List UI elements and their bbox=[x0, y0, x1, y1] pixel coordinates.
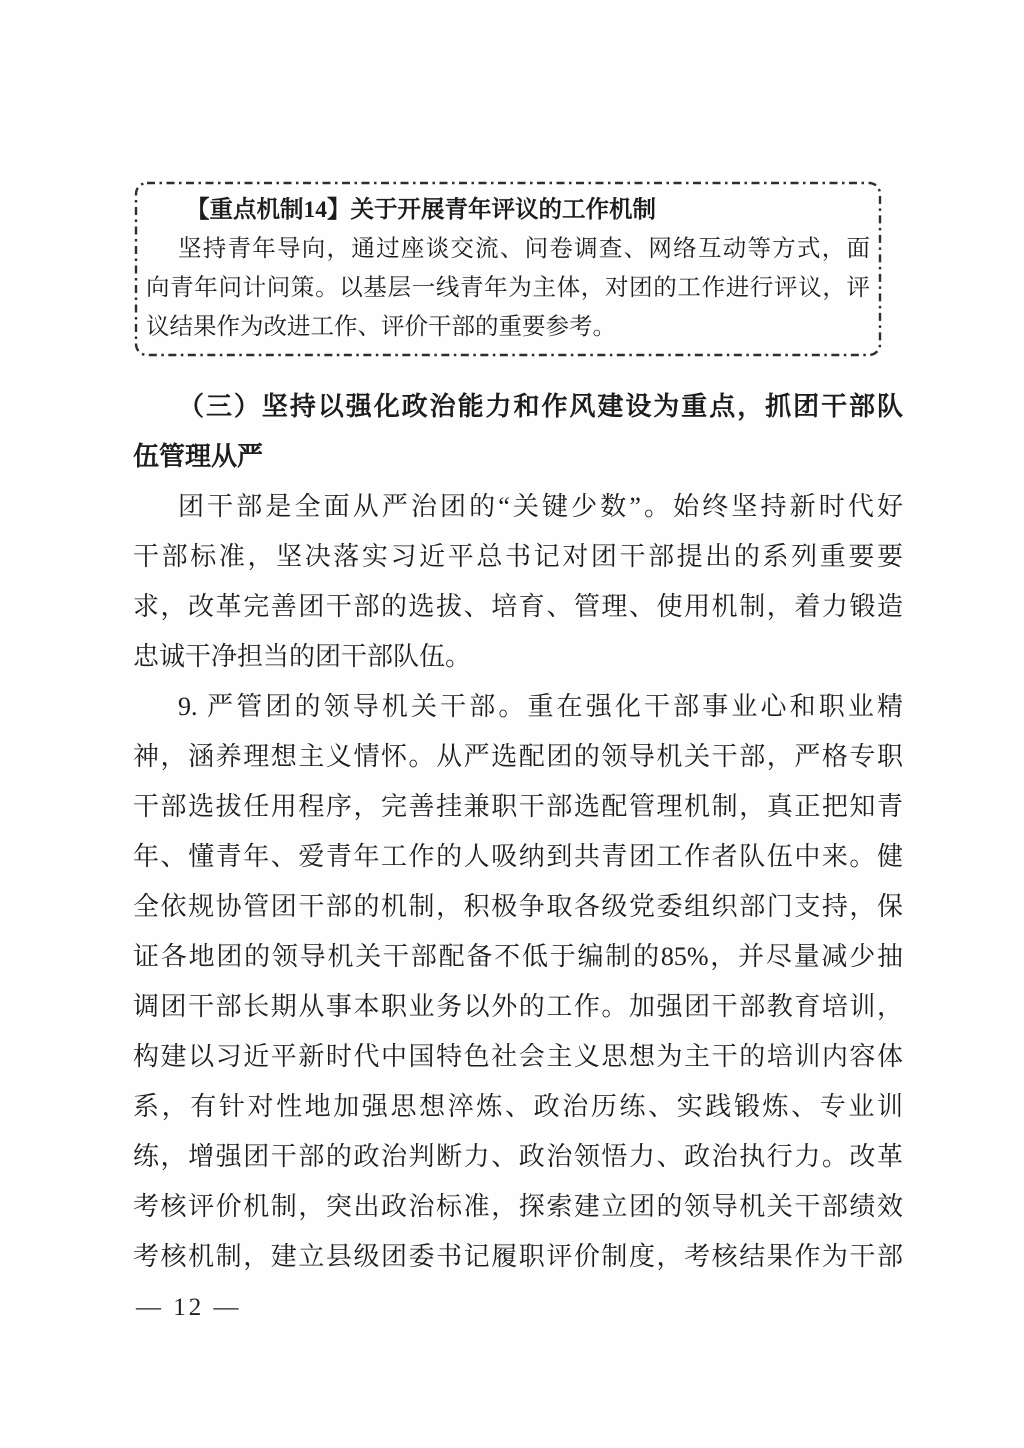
text-line: 考核机制，建立县级团委书记履职评价制度，考核结果作为干部 bbox=[133, 1242, 903, 1271]
text-line: 9. 严管团的领导机关干部。重在强化干部事业心和职业精 bbox=[178, 692, 903, 721]
text-line: 考核评价机制，突出政治标准，探索建立团的领导机关干部绩效 bbox=[133, 1192, 903, 1221]
text-line: 团干部是全面从严治团的“关键少数”。始终坚持新时代好 bbox=[178, 492, 903, 521]
text-line: 坚持青年导向，通过座谈交流、问卷调查、网络互动等方式，面 bbox=[178, 236, 870, 262]
text-line: 议结果作为改进工作、评价干部的重要参考。 bbox=[146, 314, 616, 340]
body-text bbox=[133, 382, 903, 1282]
text-line: 年、懂青年、爱青年工作的人吸纳到共青团工作者队伍中来。健 bbox=[133, 842, 903, 871]
text-line: 伍管理从严 bbox=[133, 442, 264, 471]
text-line: 【重点机制14】关于开展青年评议的工作机制 bbox=[186, 197, 656, 223]
text-line: 神，涵养理想主义情怀。从严选配团的领导机关干部，严格专职 bbox=[133, 742, 903, 771]
mechanism-box bbox=[134, 181, 882, 357]
text-line: 构建以习近平新时代中国特色社会主义思想为主干的培训内容体 bbox=[133, 1042, 903, 1071]
text-line: 系，有针对性地加强思想淬炼、政治历练、实践锻炼、专业训 bbox=[133, 1092, 903, 1121]
text-line: 干部标准，坚决落实习近平总书记对团干部提出的系列重要要 bbox=[133, 542, 903, 571]
text-line: 忠诚干净担当的团干部队伍。 bbox=[133, 642, 472, 671]
mechanism-box-text bbox=[146, 191, 870, 347]
text-line: 干部选拔任用程序，完善挂兼职干部选配管理机制，真正把知青 bbox=[133, 792, 903, 821]
text-line: 调团干部长期从事本职业务以外的工作。加强团干部教育培训， bbox=[133, 992, 903, 1021]
text-line: 向青年问计问策。以基层一线青年为主体，对团的工作进行评议，评 bbox=[146, 275, 870, 301]
text-line: 证各地团的领导机关干部配备不低于编制的85%，并尽量减少抽 bbox=[133, 942, 903, 971]
page-number: — 12 — bbox=[136, 1294, 242, 1321]
text-line: 全依规协管团干部的机制，积极争取各级党委组织部门支持，保 bbox=[133, 892, 903, 921]
text-line: 练，增强团干部的政治判断力、政治领悟力、政治执行力。改革 bbox=[133, 1142, 903, 1171]
text-line: 求，改革完善团干部的选拔、培育、管理、使用机制，着力锻造 bbox=[133, 592, 903, 621]
text-line: （三）坚持以强化政治能力和作风建设为重点，抓团干部队 bbox=[178, 392, 903, 421]
